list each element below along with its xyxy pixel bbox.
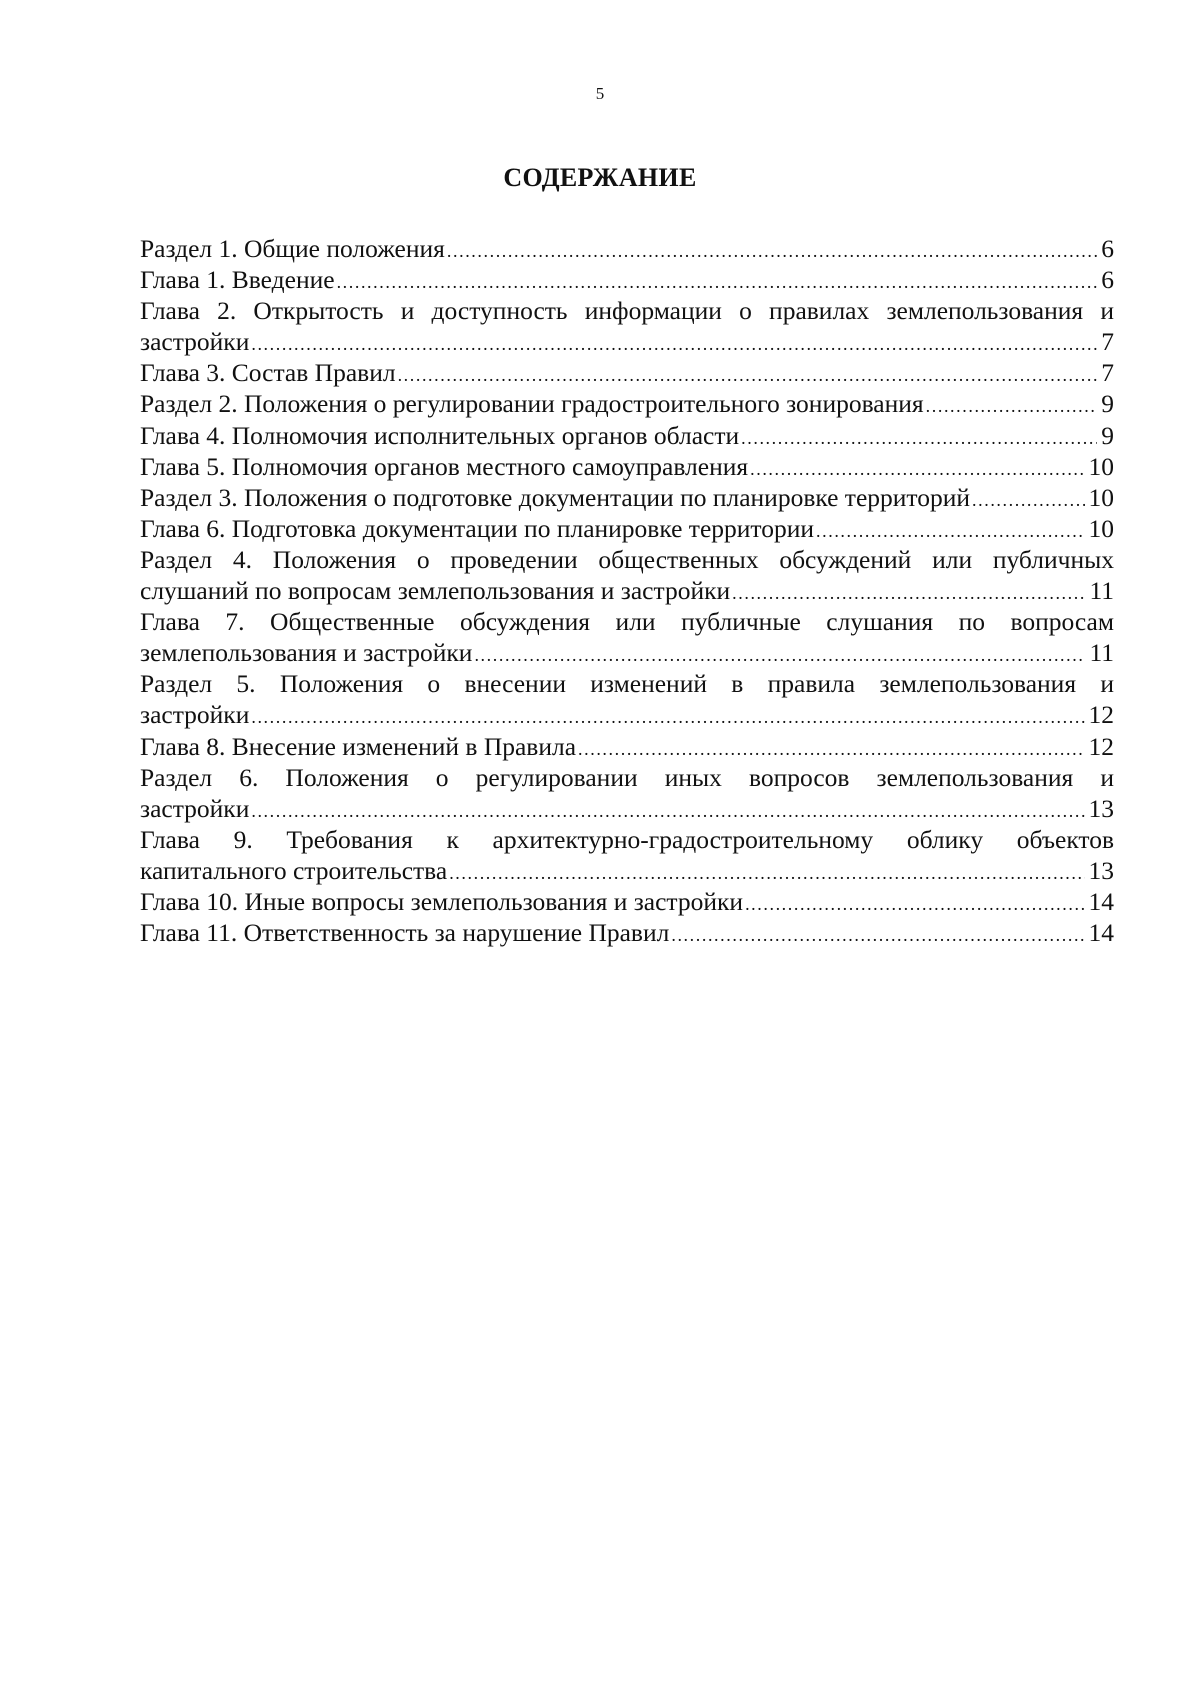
toc-entry	[140, 357, 1114, 388]
dot-leader	[671, 925, 1084, 945]
toc-entry-line	[140, 575, 1114, 606]
toc-entry	[140, 824, 1114, 886]
toc-entry	[140, 917, 1114, 948]
toc-page-number: 12	[1088, 731, 1114, 761]
dot-leader	[745, 894, 1084, 914]
toc-page-number: 10	[1088, 513, 1114, 543]
toc-page-number: 14	[1088, 886, 1114, 916]
toc-entry-line	[140, 699, 1114, 730]
toc-page-number: 13	[1088, 855, 1114, 885]
toc-entry-line	[140, 388, 1114, 419]
toc-page-number: 7	[1101, 327, 1114, 357]
toc-entry	[140, 451, 1114, 482]
toc-page-number: 12	[1088, 700, 1114, 730]
toc-entry	[140, 731, 1114, 762]
toc-entry	[140, 233, 1114, 264]
toc-entry	[140, 762, 1114, 824]
toc-entry-line	[140, 855, 1114, 886]
toc-entry-line	[140, 420, 1114, 451]
toc-entry-text: застройки	[140, 700, 250, 730]
toc-entry-line	[140, 326, 1114, 357]
dot-leader	[474, 645, 1085, 665]
toc-entry-line	[140, 233, 1114, 264]
toc-entry	[140, 420, 1114, 451]
toc-page-number: 7	[1101, 358, 1114, 388]
toc-entry	[140, 668, 1114, 730]
toc-entry-text: Раздел 1. Общие положения	[140, 234, 445, 263]
toc-entry-text: землепользования и застройки	[140, 638, 473, 668]
toc-entry-text: слушаний по вопросам землепользования и застройки	[140, 576, 731, 606]
toc-entry-line	[140, 731, 1114, 762]
dot-leader	[750, 459, 1084, 479]
toc-entry-text: Раздел 3. Положения о подготовке документации по планировке территорий	[140, 482, 971, 512]
toc-entry	[140, 264, 1114, 295]
toc-page-number: 13	[1088, 793, 1114, 823]
toc-page-number: 6	[1101, 234, 1114, 263]
dot-leader	[251, 801, 1084, 821]
dot-leader	[741, 428, 1097, 448]
toc-entry-line	[140, 264, 1114, 295]
toc-entry-line	[140, 793, 1114, 824]
toc-entry-line	[140, 482, 1114, 513]
toc-page-number: 14	[1088, 918, 1114, 948]
toc-entry-text: Глава 8. Внесение изменений в Правила	[140, 731, 577, 761]
toc-entry-text: капитального строительства	[140, 855, 448, 885]
toc-entry-heading: Раздел 6. Положения о регулировании иных вопросов землепользования и	[140, 762, 1114, 792]
toc-entry-heading: Глава 9. Требования к архитектурно-градостроительному облику объектов	[140, 824, 1114, 854]
dot-leader	[926, 396, 1098, 416]
dot-leader	[251, 707, 1084, 727]
toc-entry-text: Глава 3. Состав Правил	[140, 358, 396, 388]
toc-entry	[140, 295, 1114, 357]
dot-leader	[251, 334, 1097, 354]
toc-entry-text: Глава 11. Ответственность за нарушение Правил	[140, 918, 670, 948]
dot-leader	[398, 365, 1098, 385]
dot-leader	[449, 863, 1084, 883]
dot-leader	[447, 241, 1097, 261]
dot-leader	[578, 739, 1084, 759]
toc-entry-text: Глава 5. Полномочия органов местного самоуправления	[140, 451, 749, 481]
toc-page-number: 6	[1101, 265, 1114, 295]
table-of-contents	[140, 233, 1114, 948]
toc-entry-line	[140, 917, 1114, 948]
toc-entry-line	[140, 637, 1114, 668]
toc-entry	[140, 482, 1114, 513]
toc-entry	[140, 513, 1114, 544]
toc-entry	[140, 388, 1114, 419]
dot-leader	[972, 490, 1084, 510]
toc-page-number: 10	[1088, 482, 1114, 512]
toc-entry-line	[140, 513, 1114, 544]
dot-leader	[732, 583, 1085, 603]
dot-leader	[816, 521, 1084, 541]
toc-entry-text: Глава 4. Полномочия исполнительных органов области	[140, 420, 740, 450]
toc-entry	[140, 606, 1114, 668]
page-number: 5	[595, 84, 605, 103]
toc-page-number: 11	[1089, 638, 1114, 668]
toc-entry-heading: Раздел 5. Положения о внесении изменений в правила землепользования и	[140, 669, 1114, 699]
dot-leader	[337, 272, 1098, 292]
toc-page-number: 9	[1101, 420, 1114, 450]
toc-entry	[140, 886, 1114, 917]
toc-entry-heading: Глава 2. Открытость и доступность информации о правилах землепользования и	[140, 296, 1114, 326]
page-title: СОДЕРЖАНИЕ	[503, 163, 697, 192]
toc-entry-text: застройки	[140, 793, 250, 823]
toc-entry-text: Раздел 2. Положения о регулировании градостроительного зонирования	[140, 389, 924, 419]
toc-entry-heading: Раздел 4. Положения о проведении общественных обсуждений или публичных	[140, 544, 1114, 574]
toc-entry-line	[140, 451, 1114, 482]
toc-entry	[140, 544, 1114, 606]
toc-page-number: 9	[1101, 389, 1114, 419]
toc-entry-text: Глава 10. Иные вопросы землепользования и застройки	[140, 886, 744, 916]
toc-entry-heading: Глава 7. Общественные обсуждения или публичные слушания по вопросам	[140, 607, 1114, 637]
toc-entry-text: Глава 1. Введение	[140, 265, 335, 295]
toc-page-number: 11	[1089, 576, 1114, 606]
toc-entry-line	[140, 886, 1114, 917]
toc-entry-text: застройки	[140, 327, 250, 357]
toc-entry-text: Глава 6. Подготовка документации по планировке территории	[140, 513, 815, 543]
toc-entry-line	[140, 357, 1114, 388]
toc-page-number: 10	[1088, 451, 1114, 481]
